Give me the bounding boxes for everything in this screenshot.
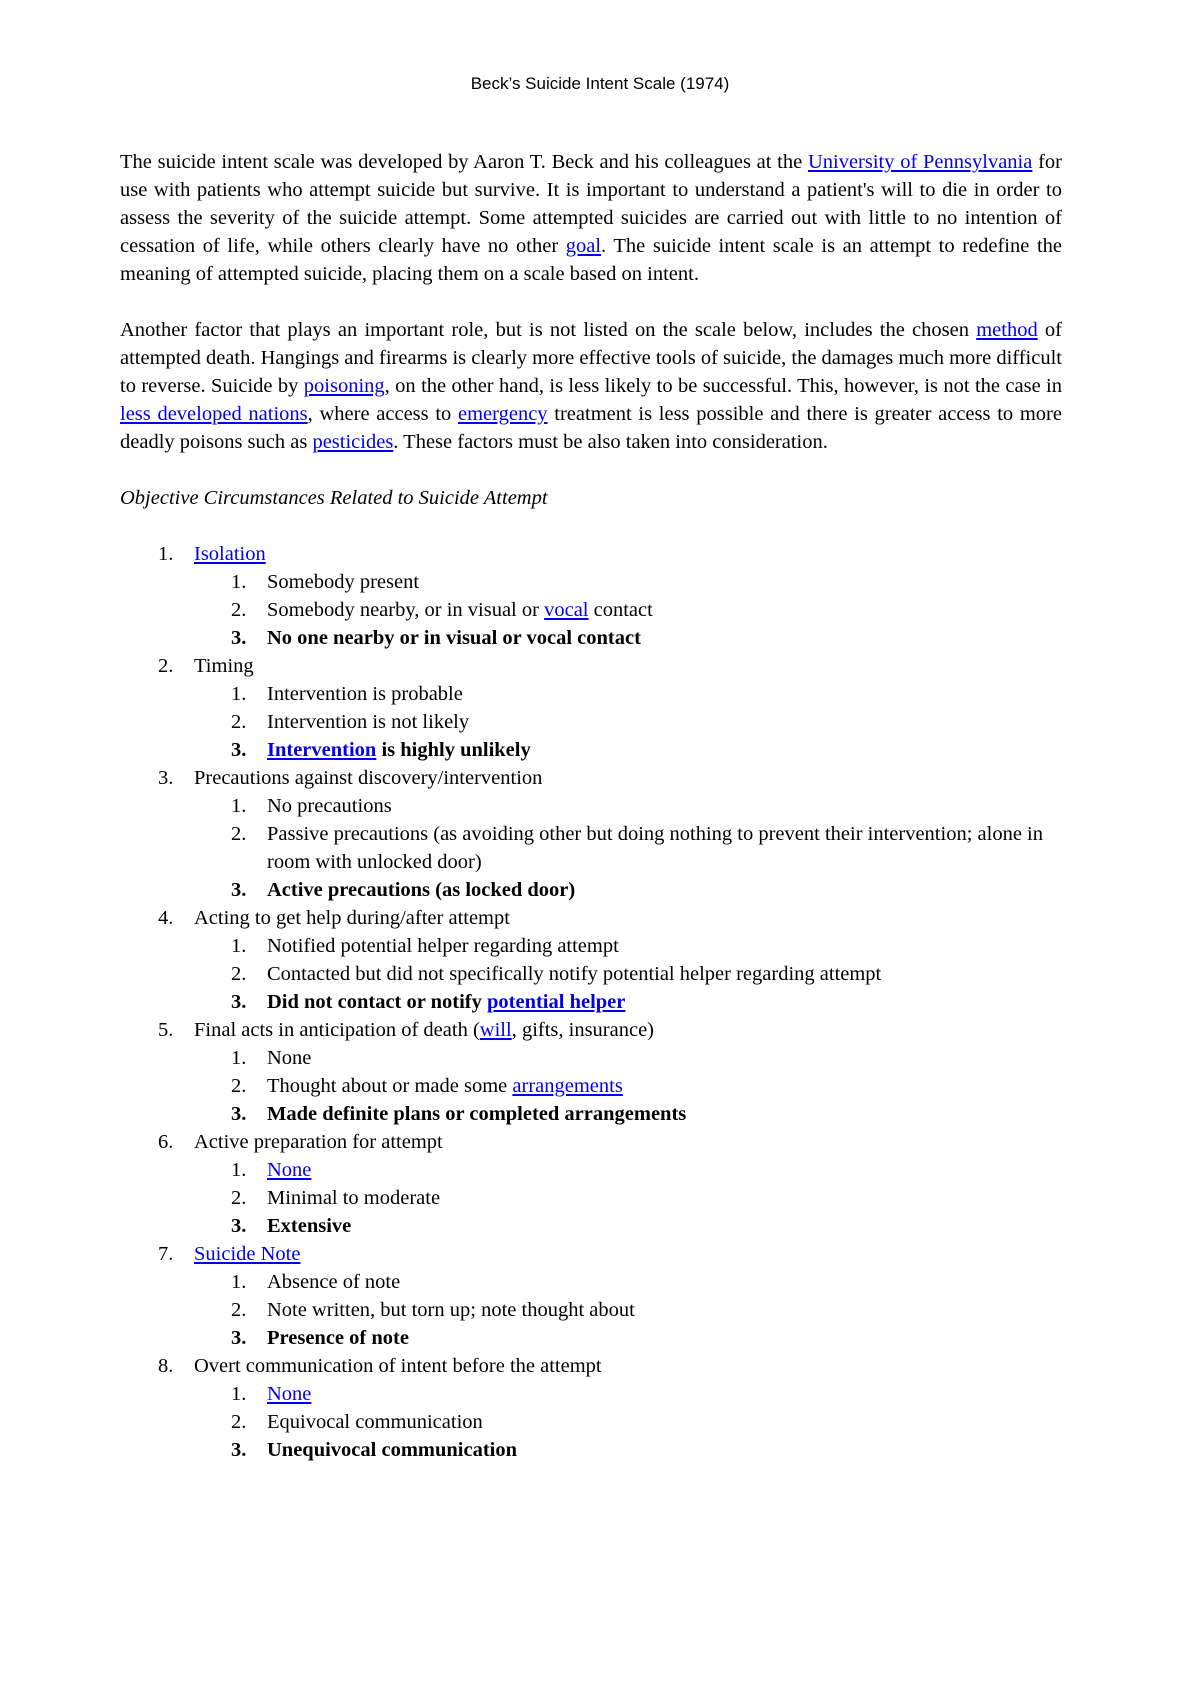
- sub-item: [231, 1072, 1062, 1100]
- sub-item-number: 1.: [231, 1271, 247, 1293]
- sub-list: [194, 680, 1062, 764]
- sub-item-number: 2.: [231, 599, 247, 621]
- sub-item-number: 2.: [231, 711, 247, 733]
- item-label: Final acts in anticipation of death (: [194, 1019, 480, 1041]
- sub-item: [231, 876, 1062, 904]
- link-potential-helper[interactable]: potential helper: [487, 991, 626, 1013]
- scale-item-isolation: [158, 540, 1062, 652]
- sub-list: [194, 1268, 1062, 1352]
- text-run: , on the other hand, is less likely to be successful. This, however, is not the case in: [384, 375, 1062, 397]
- sub-item: [231, 1296, 1062, 1324]
- item-label: Timing: [194, 655, 254, 677]
- scale-item-acting-to-get-help: [158, 904, 1062, 1016]
- link-university-of-pennsylvania[interactable]: University of Pennsylvania: [807, 151, 1033, 173]
- sub-item: [231, 1212, 1062, 1240]
- sub-list: [194, 792, 1062, 904]
- sub-item-text: Presence of note: [267, 1327, 409, 1349]
- sub-item-text: is highly unlikely: [376, 739, 531, 761]
- sub-item-text: Note written, but torn up; note thought about: [267, 1299, 635, 1321]
- sub-item-number: 1.: [231, 1159, 247, 1181]
- sub-item-text: Somebody present: [267, 571, 420, 593]
- scale-item-timing: [158, 652, 1062, 764]
- intro-paragraph-2: [120, 316, 1062, 456]
- sub-item-number: 1.: [231, 683, 247, 705]
- item-label: Precautions against discovery/intervention: [194, 767, 543, 789]
- item-number: 1.: [158, 543, 174, 565]
- sub-list: [194, 1380, 1062, 1464]
- sub-item-number: 1.: [231, 1047, 247, 1069]
- sub-item: [231, 1408, 1062, 1436]
- sub-item-number: 2.: [231, 1075, 247, 1097]
- sub-item-text: Absence of note: [267, 1271, 401, 1293]
- sub-item-text: Notified potential helper regarding attempt: [267, 935, 619, 957]
- link-will[interactable]: will: [479, 1019, 512, 1041]
- sub-item-text: Unequivocal communication: [267, 1439, 517, 1461]
- sub-item-number: 3.: [231, 991, 247, 1013]
- sub-item: [231, 1268, 1062, 1296]
- link-isolation[interactable]: Isolation: [194, 543, 266, 565]
- sub-item-number: 3.: [231, 627, 247, 649]
- text-run: . The suicide intent scale is an attempt to redefine the meaning of attempted suicide, placing them on a scale based on intent.: [120, 235, 1062, 285]
- item-label: Acting to get help during/after attempt: [194, 907, 510, 929]
- sub-item-text: Equivocal communication: [267, 1411, 483, 1433]
- scale-item-suicide-note: [158, 1240, 1062, 1352]
- sub-item-text: Contacted but did not specifically notify potential helper regarding attempt: [267, 963, 882, 985]
- sub-list: [194, 568, 1062, 652]
- text-run: treatment is less possible and there is greater access to more deadly poisons such as: [120, 403, 1062, 453]
- sub-item: [231, 932, 1062, 960]
- page-header-title: Beck’s Suicide Intent Scale (1974): [470, 74, 730, 93]
- sub-item-text: Intervention is not likely: [267, 711, 470, 733]
- item-number: 8.: [158, 1355, 174, 1377]
- sub-item-number: 2.: [231, 823, 247, 845]
- sub-item: [231, 680, 1062, 708]
- sub-item-text: No one nearby or in visual or vocal contact: [267, 627, 641, 649]
- scale-item-final-acts: [158, 1016, 1062, 1128]
- item-label: , gifts, insurance): [511, 1019, 655, 1041]
- sub-item-number: 3.: [231, 1439, 247, 1461]
- sub-item-number: 1.: [231, 935, 247, 957]
- sub-item: [231, 1324, 1062, 1352]
- sub-item: [231, 792, 1062, 820]
- link-pesticides[interactable]: pesticides: [312, 431, 394, 453]
- scale-item-active-preparation: [158, 1128, 1062, 1240]
- sub-item: [231, 596, 1062, 624]
- sub-item-text: Intervention is probable: [267, 683, 463, 705]
- link-none[interactable]: None: [267, 1159, 312, 1181]
- sub-item-number: 3.: [231, 1215, 247, 1237]
- text-run: of attempted death. Hangings and firearms is clearly more effective tools of suicide, the damages much more difficult to reverse. Suicide by: [120, 319, 1063, 397]
- sub-item-text: contact: [588, 599, 653, 621]
- item-number: 3.: [158, 767, 174, 789]
- sub-item-text: Passive precautions (as avoiding other but doing nothing to prevent their intervention; alone in room with unlocked door): [267, 823, 1043, 873]
- item-number: 5.: [158, 1019, 174, 1041]
- sub-item: [231, 624, 1062, 652]
- link-suicide-note[interactable]: Suicide Note: [194, 1243, 301, 1265]
- sub-item-text: None: [267, 1047, 312, 1069]
- item-number: 6.: [158, 1131, 174, 1153]
- sub-item-number: 1.: [231, 571, 247, 593]
- item-label: Overt communication of intent before the attempt: [194, 1355, 602, 1377]
- sub-item-number: 1.: [231, 795, 247, 817]
- sub-item: [231, 1156, 1062, 1184]
- item-number: 2.: [158, 655, 174, 677]
- sub-item: [231, 736, 1062, 764]
- sub-item-text: No precautions: [267, 795, 392, 817]
- text-run: The suicide intent scale was developed by Aaron T. Beck and his colleagues at the: [120, 151, 808, 173]
- sub-list: [194, 1156, 1062, 1240]
- sub-item-number: 2.: [231, 1187, 247, 1209]
- link-less-developed-nations[interactable]: less developed nations: [120, 403, 308, 425]
- scale-list: [120, 540, 1062, 1464]
- document-body: [120, 148, 1062, 1464]
- sub-item-number: 3.: [231, 739, 247, 761]
- text-run: . These factors must be also taken into consideration.: [393, 431, 828, 453]
- item-number: 7.: [158, 1243, 174, 1265]
- item-number: 4.: [158, 907, 174, 929]
- sub-item-text: Extensive: [267, 1215, 352, 1237]
- sub-item-text: Somebody nearby, or in visual or: [267, 599, 545, 621]
- sub-item-number: 3.: [231, 1103, 247, 1125]
- sub-list: [194, 932, 1062, 1016]
- link-emergency[interactable]: emergency: [458, 403, 548, 425]
- sub-item-number: 3.: [231, 879, 247, 901]
- scale-item-overt-communication: [158, 1352, 1062, 1464]
- sub-item: [231, 1436, 1062, 1464]
- sub-item: [231, 960, 1062, 988]
- text-run: Another factor that plays an important role, but is not listed on the scale below, includes the chosen: [120, 319, 977, 341]
- link-method[interactable]: method: [976, 319, 1038, 341]
- sub-list: [194, 1044, 1062, 1128]
- text-run: , where access to: [307, 403, 458, 425]
- sub-item: [231, 568, 1062, 596]
- sub-item-number: 1.: [231, 1383, 247, 1405]
- item-label: Active preparation for attempt: [194, 1131, 443, 1153]
- sub-item-number: 2.: [231, 1299, 247, 1321]
- sub-item-text: Did not contact or notify: [267, 991, 487, 1013]
- sub-item-number: 3.: [231, 1327, 247, 1349]
- sub-item: [231, 1380, 1062, 1408]
- sub-item: [231, 1100, 1062, 1128]
- scale-item-precautions: [158, 764, 1062, 904]
- sub-item: [231, 988, 1062, 1016]
- intro-paragraph-1: [120, 148, 1062, 288]
- link-poisoning[interactable]: poisoning: [303, 375, 385, 397]
- sub-item-number: 2.: [231, 963, 247, 985]
- text-run: for use with patients who attempt suicide but survive. It is important to understand a patient's will to die in order to assess the severity of the suicide attempt. Some attempted suicides are carried out with little to no intention of cessation of life, while others clearly have no other: [120, 151, 1062, 257]
- sub-item: [231, 1044, 1062, 1072]
- sub-item: [231, 708, 1062, 736]
- link-none[interactable]: None: [267, 1383, 312, 1405]
- section-heading: Objective Circumstances Related to Suicide Attempt: [120, 487, 548, 509]
- link-vocal[interactable]: vocal: [544, 599, 589, 621]
- sub-item-text: Thought about or made some: [267, 1075, 513, 1097]
- sub-item-text: Made definite plans or completed arrangements: [267, 1103, 687, 1125]
- sub-item: [231, 1184, 1062, 1212]
- sub-item: [231, 820, 1062, 876]
- sub-item-number: 2.: [231, 1411, 247, 1433]
- link-goal[interactable]: goal: [565, 235, 602, 257]
- sub-item-text: Minimal to moderate: [267, 1187, 441, 1209]
- link-intervention[interactable]: Intervention: [267, 739, 377, 761]
- link-arrangements[interactable]: arrangements: [512, 1075, 623, 1097]
- sub-item-text: Active precautions (as locked door): [267, 879, 576, 901]
